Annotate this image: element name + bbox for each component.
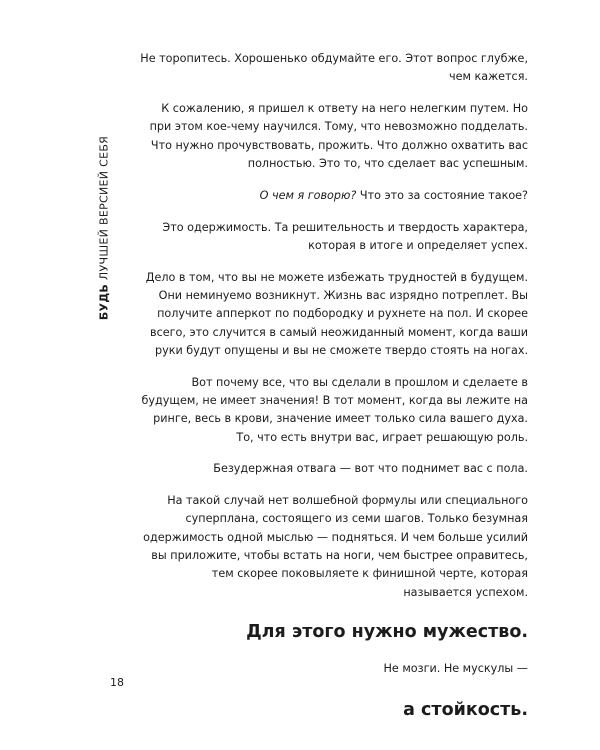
closing-line: а стойкость.	[403, 700, 528, 721]
paragraph: К сожалению, я пришел к ответу на него нелегким путем. Но при этом кое-чему научился. Тому, что невозможно подделать. Что нужно прочувствовать, прожить. Что должно охватить вас полностью. Это то, что сделает вас успешным.	[149, 102, 528, 170]
page-number: 18	[110, 676, 124, 689]
running-title-rest: ЛУЧШЕЙ ВЕРСИЕЙ СЕБЯ	[97, 135, 111, 281]
paragraph: На такой случай нет волшебной формулы или специального суперплана, состоящего из семи шагов. Только безумная одержимость одной мыслью — подняться. И чем больше усилий вы приложите, чтобы встать на ноги, чем быстрее оправитесь, тем скорее поковыляете к финишной черте, которая называется успехом.	[143, 494, 528, 599]
headline: Для этого нужно мужество.	[246, 621, 528, 642]
running-title	[98, 136, 111, 320]
paragraph: Не торопитесь. Хорошенько обдумайте его. Этот вопрос глубже, чем кажется.	[140, 52, 528, 84]
paragraph-question	[140, 187, 528, 205]
italic-question: О чем я говорю?	[259, 188, 357, 202]
paragraph: Вот почему все, что вы сделали в прошлом и сделаете в будущем, не имеет значения! В тот момент, когда вы лежите на ринге, весь в крови, значение имеет только сила вашего духа. То, что есть внутри вас, играет решающую роль.	[141, 375, 528, 444]
paragraph: Это одержимость. Та решительность и твердость характера, которая в итоге и определяет успех.	[162, 220, 528, 252]
paragraph: Дело в том, что вы не можете избежать трудностей в будущем. Они неминуемо возникнут. Жизнь вас изрядно потреплет. Вы получите апперкот по подбородку и рухнете на пол. И скорее всего, это случится в самый неожиданный момент, когда ваши руки будут опущены и вы не сможете твердо стоять на ногах.	[145, 270, 528, 357]
subline: Не мозги. Не мускулы —	[383, 661, 528, 675]
running-title-bold: БУДЬ	[97, 283, 111, 321]
paragraph: Безудержная отвага — вот что поднимет вас с пола.	[213, 462, 528, 476]
page-body	[140, 50, 528, 736]
question-rest: Что это за состояние такое?	[356, 188, 528, 202]
